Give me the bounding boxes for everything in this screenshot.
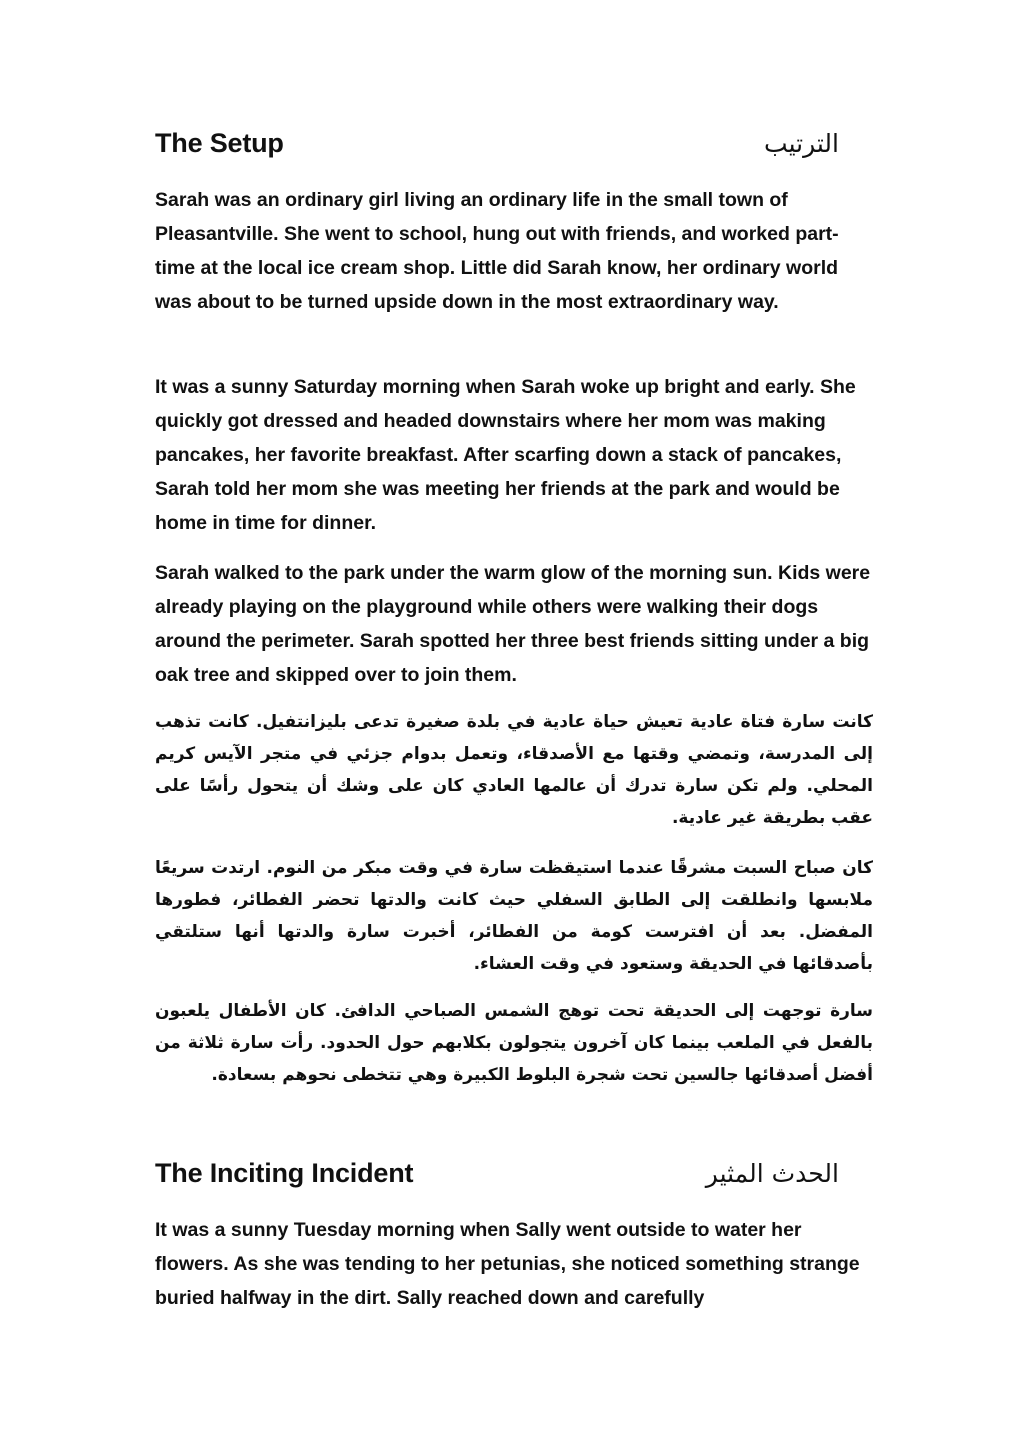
heading-arabic: الحدث المثير: [705, 1158, 839, 1188]
paragraph-text: Sarah was an ordinary girl living an ordinary life in the small town of Pleasantville. She went to school, hung out with friends, and worked part-time at the local ice cream shop. Little did Sarah know, her ordinary world was about to be turned upside down in the most extraordinary way.: [155, 189, 839, 313]
paragraph-text: It was a sunny Tuesday morning when Sally went outside to water her flowers. As she was tending to her petunias, she noticed something strange buried halfway in the dirt. Sally reached down and carefully: [155, 1219, 860, 1309]
section-heading-inciting-incident: [155, 1151, 839, 1195]
paragraph-text: It was a sunny Saturday morning when Sarah woke up bright and early. She quickly got dressed and headed downstairs where her mom was making pancakes, her favorite breakfast. After scarfing down a stack of pancakes, Sarah told her mom she was meeting her friends at the park and would be home in time for dinner.: [155, 376, 856, 534]
english-paragraph-3: [155, 556, 875, 692]
heading-english: The Inciting Incident: [155, 1157, 414, 1188]
paragraph-text: كانت سارة فتاة عادية تعيش حياة عادية في بلدة صغيرة تدعى بليزانتفيل. كانت تذهب إلى المدرسة، وتمضي وقتها مع الأصدقاء، وتعمل بدوام جزئي في متجر الآيس كريم المحلي. ولم تكن سارة تدرك أن عالمها العادي كان على وشك أن يتحول رأسًا على عقب بطريقة غير عادية.: [155, 712, 873, 828]
paragraph-text: سارة توجهت إلى الحديقة تحت توهج الشمس الصباحي الدافئ. كان الأطفال يلعبون بالفعل في الملعب بينما كان آخرون يتجولون بكلابهم حول الحدود. رأت سارة ثلاثة من أفضل أصدقائها جالسين تحت شجرة البلوط الكبيرة وهي تتخطى نحوهم بسعادة.: [155, 1001, 873, 1085]
arabic-paragraph-2: [155, 852, 873, 980]
paragraph-text: كان صباح السبت مشرقًا عندما استيقظت سارة في وقت مبكر من النوم. ارتدت سريعًا ملابسها وانطلقت إلى الطابق السفلي حيث كانت والدتها تحضر الفطائر، فطورها المفضل. بعد أن افترست كومة من الفطائر، أخبرت سارة والدتها أنها ستلتقي بأصدقائها في الحديقة وستعود في وقت العشاء.: [155, 858, 873, 974]
arabic-paragraph-1: [155, 706, 873, 834]
arabic-paragraph-3: [155, 995, 873, 1091]
heading-arabic: الترتيب: [764, 128, 839, 158]
heading-english: The Setup: [155, 127, 284, 158]
section-heading-setup: [155, 121, 839, 165]
english-paragraph-1: [155, 183, 875, 319]
paragraph-text: Sarah walked to the park under the warm glow of the morning sun. Kids were already playing on the playground while others were walking their dogs around the perimeter. Sarah spotted her three best friends sitting under a big oak tree and skipped over to join them.: [155, 562, 871, 686]
english-paragraph-4: [155, 1213, 875, 1315]
english-paragraph-2: [155, 370, 875, 540]
